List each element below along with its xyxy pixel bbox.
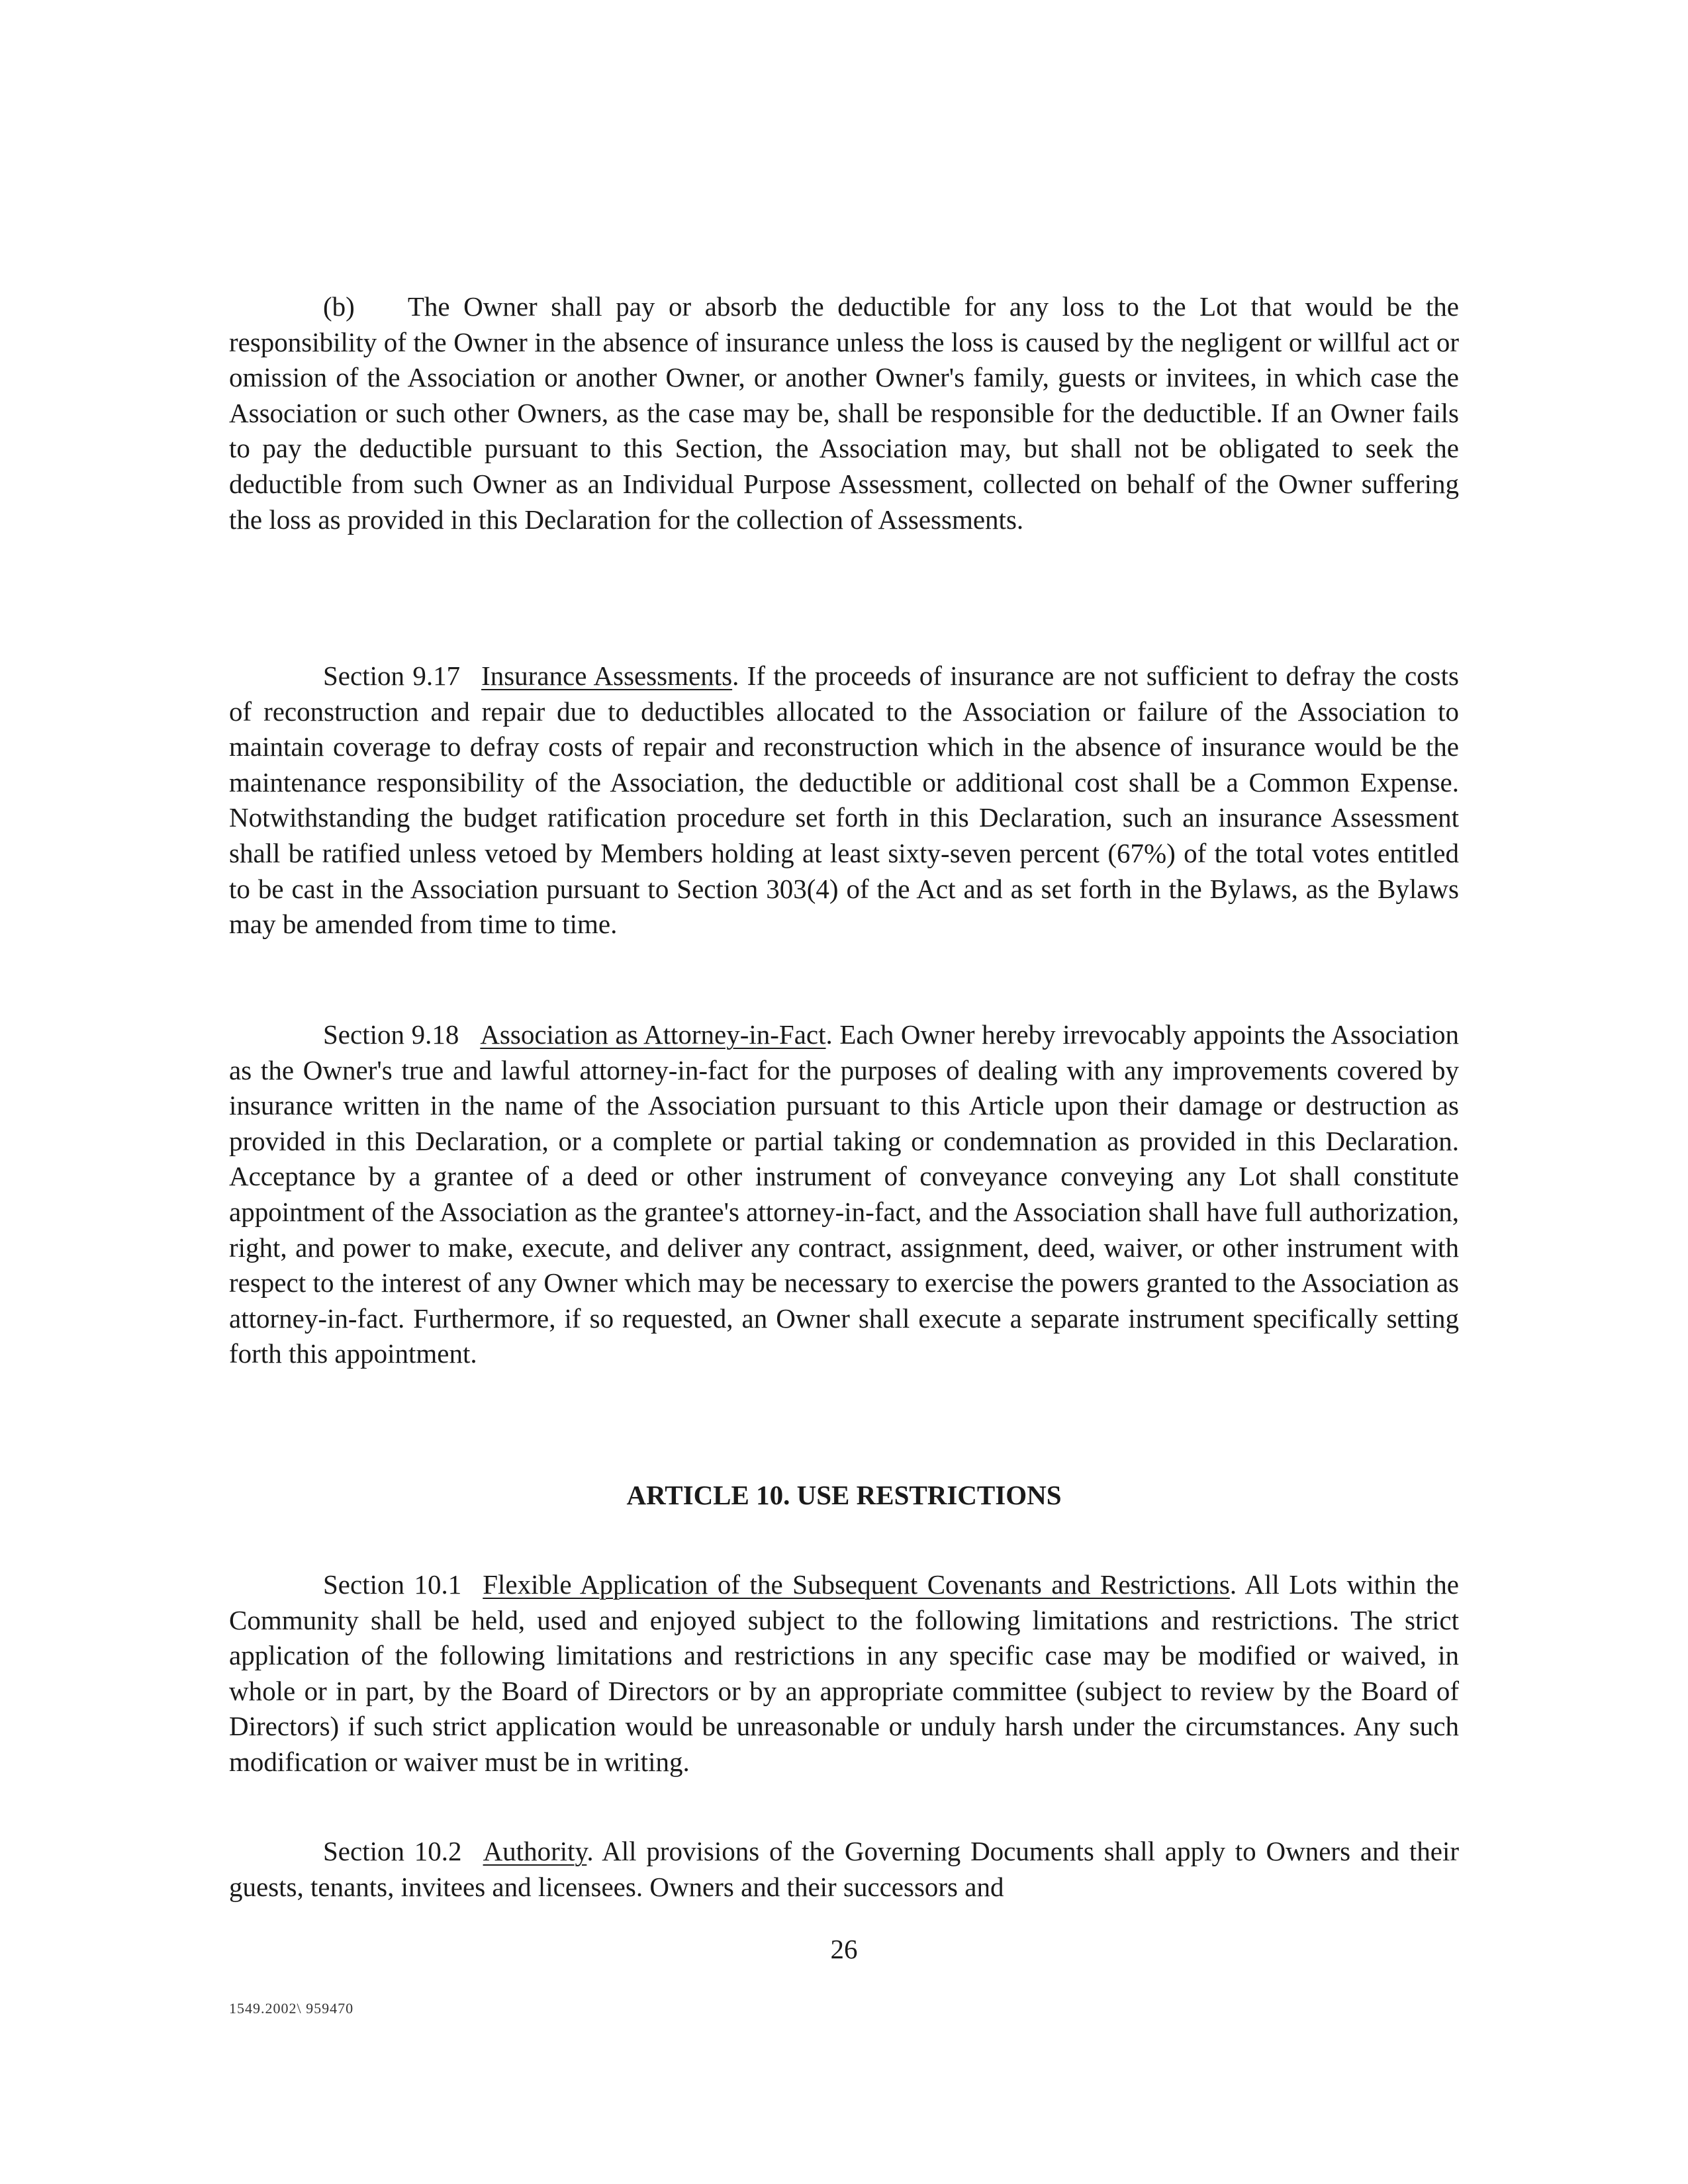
section-10-2-number: Section 10.2	[323, 1836, 462, 1866]
section-9-17-number: Section 9.17	[323, 660, 461, 691]
subsection-b-paragraph	[229, 289, 1459, 537]
section-10-2-paragraph: Section 10.2 Authority. All provisions of the Governing Documents shall apply to Owners and their guests, tenants, invitees and licensees. Owners and their successors and	[229, 1836, 1459, 1902]
section-10-2-title: Authority	[483, 1836, 587, 1866]
section-9-17-paragraph: Section 9.17 Insurance Assessments. If the proceeds of insurance are not sufficient to defray the costs of reconstruction and repair due to deductibles allocated to the Association or failure of the Association to maintain coverage to defray costs of repair and reconstruction which in the absence of insurance would be the maintenance responsibility of the Association, the deductible or additional cost shall be a Common Expense. Notwithstanding the budget ratification procedure set forth in this Declaration, such an insurance Assessment shall be ratified unless vetoed by Members holding at least sixty-seven percent (67%) of the total votes entitled to be cast in the Association pursuant to Section 303(4) of the Act and as set forth in the Bylaws, as the Bylaws may be amended from time to time.	[229, 660, 1459, 940]
subsection-b-text: The Owner shall pay or absorb the deductible for any loss to the Lot that would be the responsibility of the Owner in the absence of insurance unless the loss is caused by the negligent or willful act or omission of the Association or another Owner, or another Owner's family, guests or invitees, in which case the Association or such other Owners, as the case may be, shall be responsible for the deductible. If an Owner fails to pay the deductible pursuant to this Section, the Association may, but shall not be obligated to seek the deductible from such Owner as an Individual Purpose Assessment, collected on behalf of the Owner suffering the loss as provided in this Declaration for the collection of Assessments.	[229, 291, 1459, 535]
section-10-1-title: Flexible Application of the Subsequent Covenants and Restrictions	[483, 1569, 1230, 1600]
section-10-1-text: All Lots within the Community shall be held, used and enjoyed subject to the following limitations and restrictions. The strict application of the following limitations and restrictions in any specific case may be modified or waived, in whole or in part, by the Board of Directors or by an appropriate committee (subject to review by the Board of Directors) if such strict application would be unreasonable or unduly harsh under the circumstances. Any such modification or waiver must be in writing.	[229, 1569, 1460, 1777]
section-10-1-number: Section 10.1	[323, 1569, 462, 1600]
section-9-18-number: Section 9.18	[323, 1019, 459, 1050]
section-9-18-text: Each Owner hereby irrevocably appoints the Association as the Owner's true and lawful attorney-in-fact for the purposes of dealing with any improvements covered by insurance written in the name of the Association pursuant to this Article upon their damage or destruction as provided in this Declaration, or a complete or partial taking or condemnation as provided in this Declaration. Acceptance by a grantee of a deed or other instrument of conveyance conveying any Lot shall constitute appointment of the Association as the grantee's attorney-in-fact, and the Association shall have full authorization, right, and power to make, execute, and deliver any contract, assignment, deed, waiver, or other instrument with respect to the interest of any Owner which may be necessary to exercise the powers granted to the Association as attorney-in-fact. Furthermore, if so requested, an Owner shall execute a separate instrument specifically setting forth this appointment.	[229, 1019, 1460, 1369]
document-id: 1549.2002\ 959470	[229, 2000, 354, 2017]
section-9-18-paragraph: Section 9.18 Association as Attorney-in-Fact. Each Owner hereby irrevocably appoints the Association as the Owner's true and lawful attorney-in-fact for the purposes of dealing with any improvements covered by insurance written in the name of the Association pursuant to this Article upon their damage or destruction as provided in this Declaration, or a complete or partial taking or condemnation as provided in this Declaration. Acceptance by a grantee of a deed or other instrument of conveyance conveying any Lot shall constitute appointment of the Association as the grantee's attorney-in-fact, and the Association shall have full authorization, right, and power to make, execute, and deliver any contract, assignment, deed, waiver, or other instrument with respect to the interest of any Owner which may be necessary to exercise the powers granted to the Association as attorney-in-fact. Furthermore, if so requested, an Owner shall execute a separate instrument specifically setting forth this appointment.	[229, 1019, 1460, 1369]
section-9-17-text: If the proceeds of insurance are not sufficient to defray the costs of reconstruction and repair due to deductibles allocated to the Association or failure of the Association to maintain coverage to defray costs of repair and reconstruction which in the absence of insurance would be the maintenance responsibility of the Association, the deductible or additional cost shall be a Common Expense. Notwithstanding the budget ratification procedure set forth in this Declaration, such an insurance Assessment shall be ratified unless vetoed by Members holding at least sixty-seven percent (67%) of the total votes entitled to be cast in the Association pursuant to Section 303(4) of the Act and as set forth in the Bylaws, as the Bylaws may be amended from time to time.	[229, 660, 1459, 940]
section-9-17-title: Insurance Assessments	[481, 660, 733, 691]
page-number: 26	[830, 1934, 858, 1964]
section-10-1-paragraph: Section 10.1 Flexible Application of the Subsequent Covenants and Restrictions. All Lots within the Community shall be held, used and enjoyed subject to the following limitations and restrictions. The strict application of the following limitations and restrictions in any specific case may be modified or waived, in whole or in part, by the Board of Directors or by an appropriate committee (subject to review by the Board of Directors) if such strict application would be unreasonable or unduly harsh under the circumstances. Any such modification or waiver must be in writing.	[229, 1569, 1460, 1777]
section-9-18-title: Association as Attorney-in-Fact	[480, 1019, 826, 1050]
subsection-b-label: (b)	[323, 291, 355, 322]
article-10-heading: ARTICLE 10. USE RESTRICTIONS	[626, 1480, 1062, 1510]
section-10-2-text: All provisions of the Governing Documents shall apply to Owners and their guests, tenants, invitees and licensees. Owners and their successors and	[229, 1836, 1459, 1902]
